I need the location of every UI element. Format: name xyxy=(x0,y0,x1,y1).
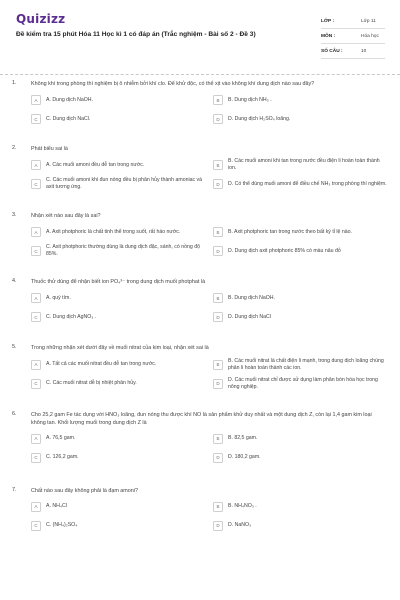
option-text: C. Các muối nitrat dễ bị nhiệt phân hủy. xyxy=(46,380,137,387)
question-number: 2. xyxy=(12,145,17,152)
answer-option-b[interactable] xyxy=(213,431,395,447)
question-number: 1. xyxy=(12,80,17,86)
answer-option-c[interactable] xyxy=(31,309,213,325)
option-letter-badge: A xyxy=(31,293,41,303)
option-text: C. Axit photphoric thường dùng là dung dịch đặc, sánh, có nồng độ 85%. xyxy=(46,244,200,258)
answer-option-a[interactable] xyxy=(31,157,213,173)
quizizz-logo[interactable]: Quizizz xyxy=(16,12,66,26)
answer-option-c[interactable] xyxy=(31,450,213,466)
answer-option-c[interactable] xyxy=(31,111,213,127)
option-text: D. Dung dịch H₂SO₄ loãng. xyxy=(228,115,291,122)
answer-option-d[interactable] xyxy=(213,111,395,127)
option-text: A. NH₄Cl xyxy=(46,503,67,510)
answer-option-b[interactable] xyxy=(213,157,395,173)
answer-options xyxy=(31,290,390,328)
question-7 xyxy=(12,487,390,537)
question-header xyxy=(12,411,390,427)
meta-key: SỐ CÂU : xyxy=(321,48,343,54)
answer-options xyxy=(31,92,390,130)
question-header xyxy=(12,278,390,286)
option-letter-badge: B xyxy=(213,502,223,512)
answer-option-c[interactable] xyxy=(31,243,213,259)
meta-row-count xyxy=(321,44,385,59)
answer-option-d[interactable] xyxy=(213,176,395,192)
answer-options xyxy=(31,431,390,469)
answer-option-a[interactable] xyxy=(31,499,213,515)
question-number: 4. xyxy=(12,278,17,285)
answer-option-d[interactable] xyxy=(213,450,395,466)
option-letter-badge: C xyxy=(31,114,41,124)
option-text: A. Axit photphoric là chất tinh thể trong suốt, rất háo nước. xyxy=(46,228,181,235)
meta-value: 10 xyxy=(361,48,367,54)
option-text: B. Dung dịch NaOH. xyxy=(228,294,275,301)
question-5 xyxy=(12,344,390,394)
question-header xyxy=(12,145,390,153)
option-letter-badge: A xyxy=(31,360,41,370)
option-letter-badge: B xyxy=(213,360,223,370)
answer-option-d[interactable] xyxy=(213,376,395,392)
question-list xyxy=(12,80,390,537)
answer-options xyxy=(31,357,390,395)
answer-options xyxy=(31,499,390,537)
header-divider xyxy=(0,74,400,75)
option-letter-badge: D xyxy=(213,453,223,463)
question-number: 3. xyxy=(12,212,17,219)
answer-option-b[interactable] xyxy=(213,499,395,515)
question-header xyxy=(12,344,390,352)
option-text: D. 180,2 gam. xyxy=(228,454,261,461)
question-3 xyxy=(12,212,390,262)
option-text: A. quỳ tím. xyxy=(46,294,71,301)
answer-options xyxy=(31,224,390,262)
answer-option-b[interactable] xyxy=(213,224,395,240)
question-2 xyxy=(12,145,390,195)
option-letter-badge: B xyxy=(213,227,223,237)
question-number: 7. xyxy=(12,486,17,493)
answer-option-a[interactable] xyxy=(31,92,213,108)
question-text: Thuốc thử dùng để nhận biết ion PO₄³⁻ trong dung dịch muối photphat là xyxy=(31,279,206,286)
answer-option-a[interactable] xyxy=(31,357,213,373)
meta-key: LỚP : xyxy=(321,18,335,24)
option-text: A. Các muối amoni đều dễ tan trong nước. xyxy=(46,161,145,168)
meta-row-subject xyxy=(321,29,385,44)
question-6 xyxy=(12,411,390,469)
option-text: C. Dung dịch AgNO₃ . xyxy=(46,313,97,320)
answer-option-a[interactable] xyxy=(31,290,213,306)
option-text: B. Axit photphoric tan trong nước theo bất kỳ tỉ lệ nào. xyxy=(228,228,352,235)
option-text: D. Có thể dùng muối amoni để điều chế NH₃ trong phòng thí nghiệm. xyxy=(228,180,387,187)
answer-option-c[interactable] xyxy=(31,376,213,392)
answer-option-c[interactable] xyxy=(31,176,213,192)
question-header xyxy=(12,487,390,495)
option-text: D. Dung dịch axit photphoric 85% có màu nâu đỏ xyxy=(228,247,341,254)
option-text: D. Các muối nitrat chỉ được sử dụng làm phân bón hóa học trong nông nghiệp. xyxy=(228,376,378,390)
option-text: C. Dung dịch NaCl. xyxy=(46,115,91,122)
option-letter-badge: D xyxy=(213,179,223,189)
meta-value: Hóa học xyxy=(361,33,379,39)
option-letter-badge: C xyxy=(31,179,41,189)
option-letter-badge: D xyxy=(213,246,223,256)
option-letter-badge: D xyxy=(213,312,223,322)
option-text: A. Dung dịch NaOH. xyxy=(46,96,93,103)
option-letter-badge: C xyxy=(31,246,41,256)
option-text: D. Dung dịch NaCl xyxy=(228,313,271,320)
answer-option-b[interactable] xyxy=(213,357,395,373)
worksheet-meta xyxy=(321,14,385,59)
option-letter-badge: D xyxy=(213,521,223,531)
option-letter-badge: B xyxy=(213,293,223,303)
question-header xyxy=(12,212,390,220)
option-text: C. Các muối amoni khi đun nóng đều bị phân hủy thành amoniac và axit tương ứng. xyxy=(46,177,203,191)
answer-option-d[interactable] xyxy=(213,243,395,259)
option-text: A. 76,5 gam. xyxy=(46,435,76,442)
option-text: A. Tất cả các muối nitrat đều dễ tan trong nước. xyxy=(46,361,157,368)
answer-option-d[interactable] xyxy=(213,518,395,534)
option-letter-badge: C xyxy=(31,379,41,389)
option-text: B. 82,5 gam. xyxy=(228,435,258,442)
option-letter-badge: B xyxy=(213,434,223,444)
question-number: 6. xyxy=(12,410,17,417)
meta-row-class xyxy=(321,14,385,29)
meta-value: Lớp 11 xyxy=(361,18,376,24)
option-text: B. Dung dịch NH₃ . xyxy=(228,96,272,103)
option-letter-badge: C xyxy=(31,453,41,463)
option-text: C. 126,2 gam. xyxy=(46,454,79,461)
answer-options xyxy=(31,157,390,195)
option-letter-badge: D xyxy=(213,114,223,124)
option-letter-badge: A xyxy=(31,95,41,105)
worksheet-title: Đề kiểm tra 15 phút Hóa 11 Học kì 1 có đáp án (Trắc nghiệm - Bài số 2 - Đề 3) xyxy=(16,31,256,38)
answer-option-a[interactable] xyxy=(31,224,213,240)
question-text: Nhận xét nào sau đây là sai? xyxy=(31,213,101,220)
question-text: Chất nào sau đây không phải là đạm amoni? xyxy=(31,487,138,494)
option-text: C. (NH₄)₂SO₄ xyxy=(46,522,78,529)
option-letter-badge: A xyxy=(31,160,41,170)
option-letter-badge: A xyxy=(31,434,41,444)
option-text: B. Các muối nitrat là chất điện li mạnh, trong dung dịch loãng chúng phân li hoàn toàn thành các ion. xyxy=(228,357,384,371)
option-letter-badge: D xyxy=(213,379,223,389)
option-text: B. NH₄NO₃ . xyxy=(228,503,257,510)
meta-key: MÔN : xyxy=(321,33,336,39)
answer-option-b[interactable] xyxy=(213,290,395,306)
option-text: D. NaNO₃ xyxy=(228,522,252,529)
question-text: Không khí trong phòng thí nghiệm bị ô nhiễm bởi khí clo. Để khử độc, có thể xịt vào không khí dung dịch nào sau đây? xyxy=(31,81,315,87)
option-letter-badge: C xyxy=(31,312,41,322)
option-letter-badge: A xyxy=(31,227,41,237)
question-number: 5. xyxy=(12,344,17,351)
option-letter-badge: B xyxy=(213,160,223,170)
answer-option-c[interactable] xyxy=(31,518,213,534)
question-text: Trong những nhận xét dưới đây về muối nitrat của kim loại, nhận xét sai là xyxy=(31,345,209,352)
question-text: Phát biểu sai là xyxy=(31,146,68,153)
question-4 xyxy=(12,278,390,328)
option-letter-badge: A xyxy=(31,502,41,512)
option-text: B. Các muối amoni khi tan trong nước đều điện li hoàn toàn thành ion. xyxy=(228,158,380,172)
question-1 xyxy=(12,80,390,130)
answer-option-a[interactable] xyxy=(31,431,213,447)
option-letter-badge: B xyxy=(213,95,223,105)
answer-option-b[interactable] xyxy=(213,92,395,108)
option-letter-badge: C xyxy=(31,521,41,531)
question-text: Cho 25,2 gam Fe tác dụng với HNO₃ loãng, đun nóng thu được khí NO là sản phẩm khử duy nhất và một dung dịch Z, còn lại 1,4 gam kim loại không tan. Khối lượng muối trong dung dịch Z là xyxy=(31,411,372,426)
answer-option-d[interactable] xyxy=(213,309,395,325)
question-header xyxy=(12,80,390,88)
